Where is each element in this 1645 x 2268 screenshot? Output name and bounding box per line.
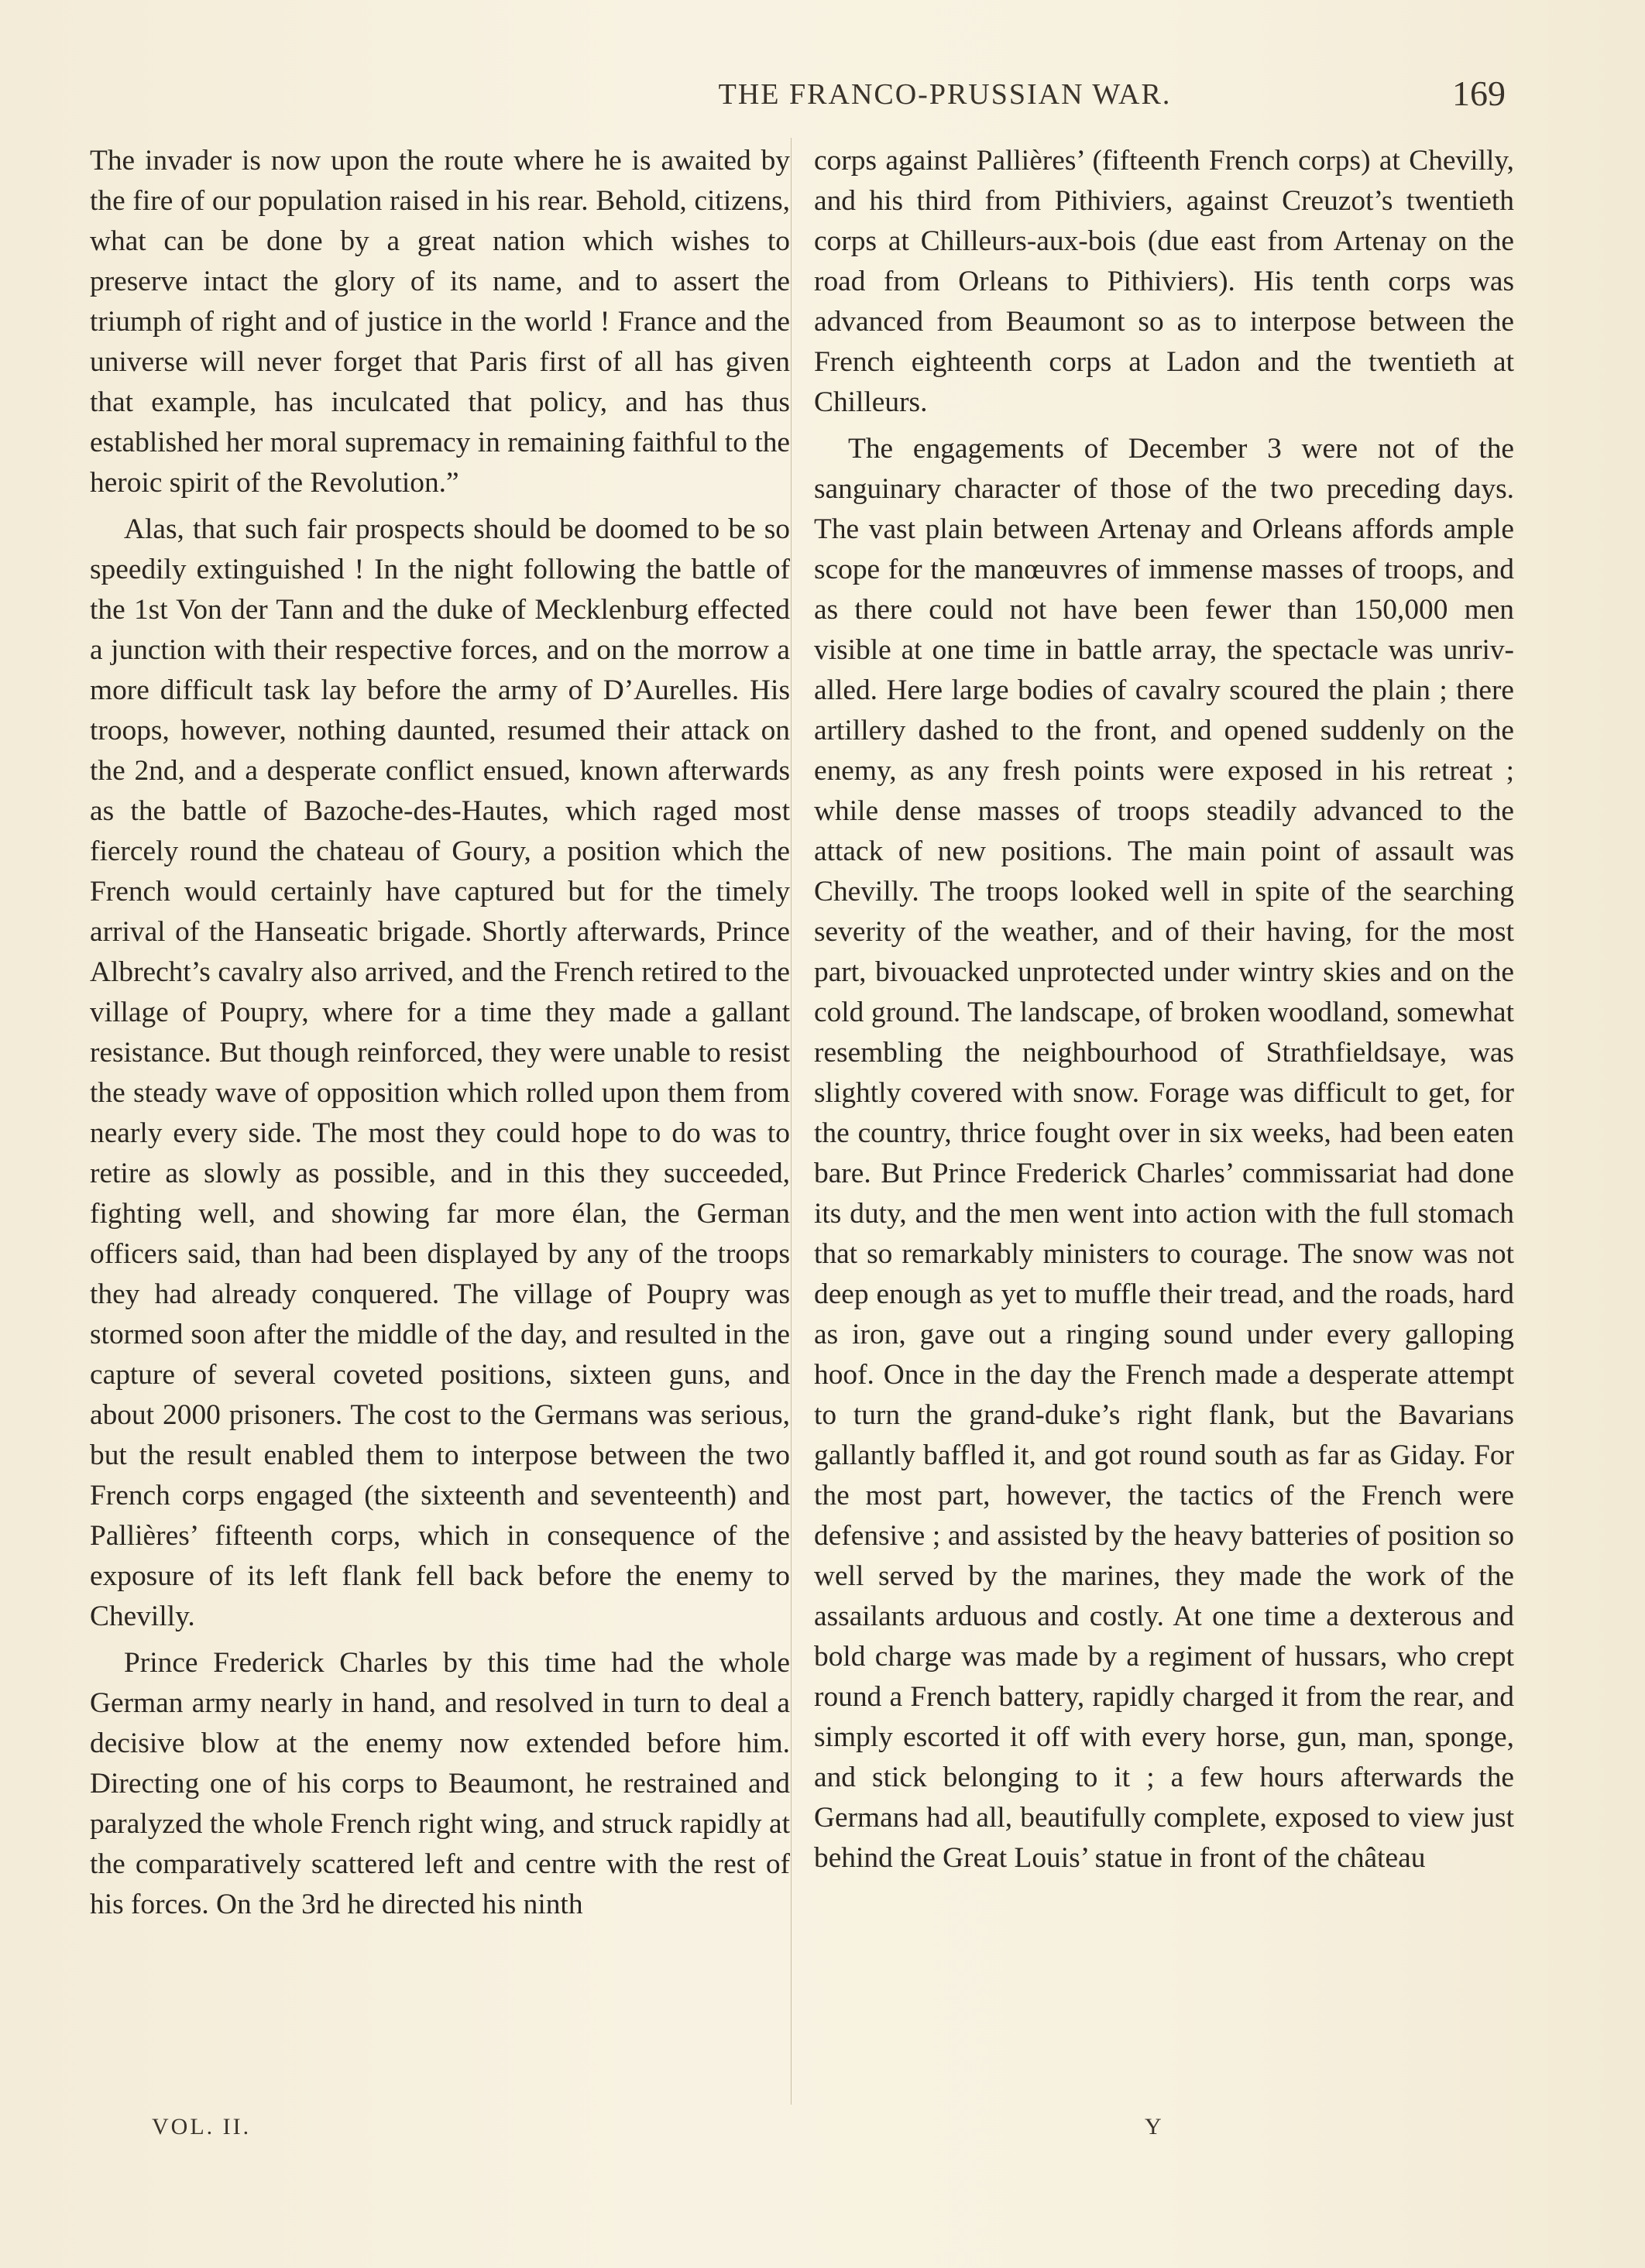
running-header-title: THE FRANCO-PRUSSIAN WAR. — [718, 78, 1172, 111]
paragraph-december-3-engagements: The engagements of December 3 were not of the sanguinary character of those of the two preceding days. The vast plain between Artenay and Orleans affords ample scope for the manœuvres of immense masses of troops, and as there could not have been fewer than 150,000 men visible at one time in battle array, the spectacle was unrivalled. Here large bodies of cavalry scoured the plain ; there artillery dashed to the front, and opened suddenly on the enemy, as any fresh points were exposed in his retreat ; while dense masses of troops steadily advanced to the attack of new positions. The main point of assault was Chevilly. The troops looked well in spite of the searching severity of the weather, and of their having, for the most part, bivouacked unprotected under wintry skies and on the cold ground. The landscape, of broken woodland, somewhat resembling the neighbourhood of Strathfieldsaye, was slightly covered with snow. Forage was difficult to get, for the country, thrice fought over in six weeks, had been eaten bare. But Prince Frederick Charles’ commissariat had done its duty, and the men went into action with the full stomach that so remarkably ministers to courage. The snow was not deep enough as yet to muffle their tread, and the roads, hard as iron, gave out a ringing sound under every galloping hoof. Once in the day the French made a desperate attempt to turn the grand-duke’s right flank, but the Bavarians gallantly baffled it, and got round south as far as Giday. For the most part, however, the tactics of the French were defensive ; and assisted by the heavy batteries of position so well served by the marines, they made the work of the assailants arduous and costly. At one time a dexterous and bold charge was made by a regiment of hussars, who crept round a French battery, rapidly charged it from the rear, and simply escorted it off with every horse, gun, man, sponge, and stick belonging to it ; a few hours afterwards the Germans had all, beautifully complete, exposed to view just behind the Great Louis’ statue in front of the château — [814, 433, 1514, 1874]
paragraph-poupry-battle: Alas, that such fair prospects should be doomed to be so speedily extinguished ! In the night following the battle of the 1st Von der Tann and the duke of Mecklenburg effected a junction with their respective forces, and on the morrow a more difficult task lay before the army of D’Aurelles. His troops, however, nothing daunted, resumed their attack on the 2nd, and a desperate conflict ensued, known afterwards as the battle of Bazoche-des-Hautes, which raged most fiercely round the chateau of Goury, a position which the French would certainly have captured but for the timely arrival of the Hanseatic brigade. Shortly afterwards, Prince Albrecht’s cavalry also arrived, and the French retired to the village of Poupry, where for a time they made a gallant resistance. But though reinforced, they were unable to resist the steady wave of opposition which rolled upon them from nearly every side. The most they could hope to do was to retire as slowly as possible, and in this they succeeded, fighting well, and showing far more élan, the German officers said, than had been displayed by any of the troops they had already conquered. The village of Poupry was stormed soon after the middle of the day, and resulted in the capture of several coveted positions, sixteen guns, and about 2000 prisoners. The cost to the Germans was serious, but the result enabled them to interpose between the two French corps engaged (the sixteenth and seventeenth) and Pallières’ fifteenth corps, which in consequence of the exposure of its left flank fell back before the enemy to Chevilly. — [90, 513, 790, 1632]
column-divider — [791, 138, 792, 2105]
paragraph-prince-frederick-charles: Prince Frederick Charles by this time had the whole German army nearly in hand, and resolved in turn to deal a decisive blow at the enemy now extended before him. Directing one of his corps to Beaumont, he restrained and paralyzed the whole French right wing, and struck rapidly at the comparatively scattered left and centre with the rest of his forces. On the 3rd he directed his ninth — [90, 1647, 790, 1920]
footer-volume-mark: VOL. II. — [152, 2114, 252, 2139]
footer-signature-mark: Y — [1145, 2114, 1162, 2139]
page-number: 169 — [1452, 74, 1506, 113]
left-text-column — [90, 141, 790, 1931]
paragraph-corps-movements: corps against Pallières’ (fifteenth French corps) at Chevilly, and his third from Pithiviers, against Creuzot’s twentieth corps at Chilleurs-aux-bois (due east from Artenay on the road from Orleans to Pithiviers). His tenth corps was advanced from Beaumont so as to interpose between the French eighteenth corps at Ladon and the twentieth at Chilleurs. — [814, 145, 1514, 418]
right-text-column — [814, 141, 1514, 1885]
paragraph-proclamation-end: The invader is now upon the route where he is awaited by the fire of our population raised in his rear. Behold, citizens, what can be done by a great nation which wishes to preserve intact the glory of its name, and to assert the triumph of right and of justice in the world ! France and the universe will never forget that Paris first of all has given that example, has inculcated that policy, and has thus established her moral supremacy in remaining faithful to the heroic spirit of the Revolution.” — [90, 145, 790, 499]
